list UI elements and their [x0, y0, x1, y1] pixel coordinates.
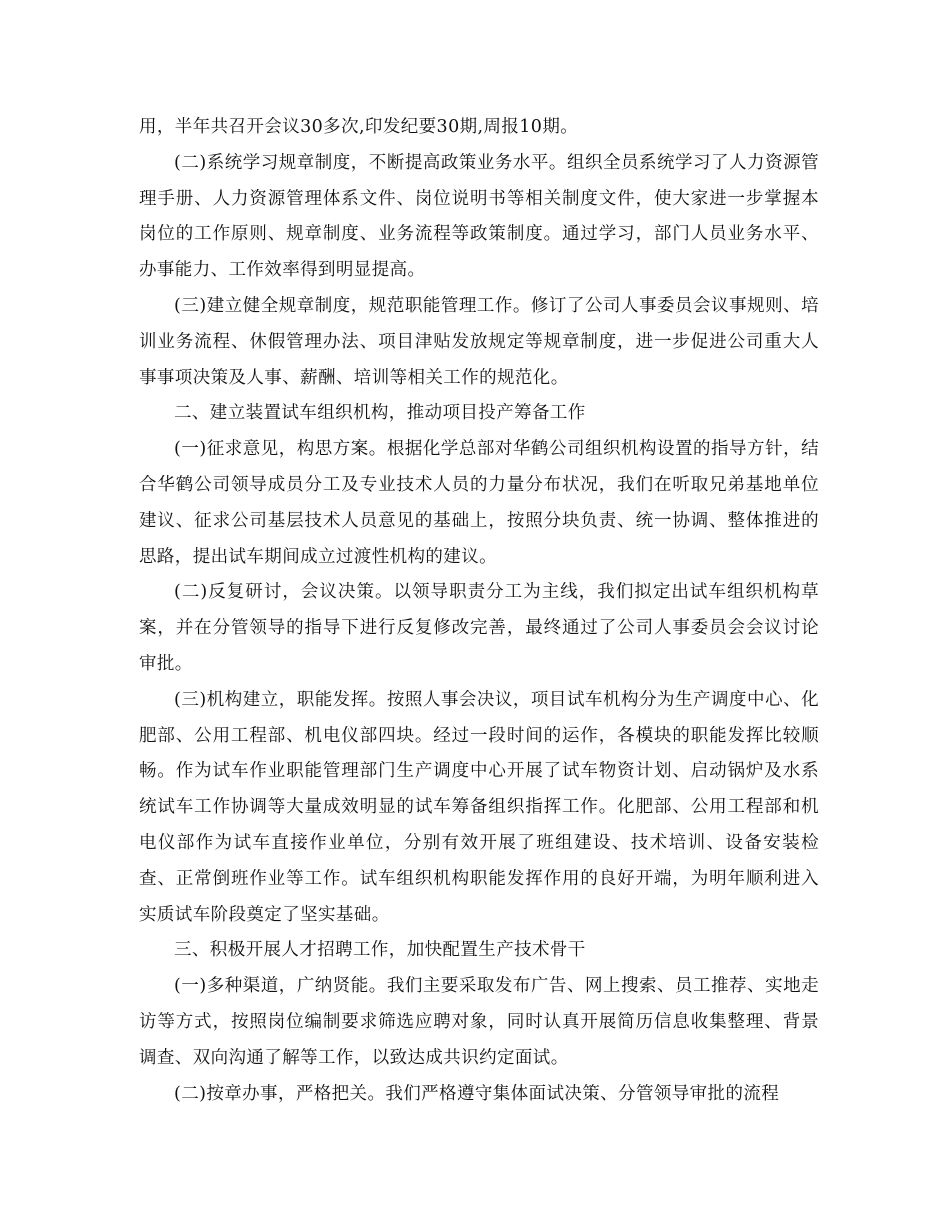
- paragraph-strict-review: (二)按章办事，严格把关。我们严格遵守集体面试决策、分管领导审批的流程: [174, 1083, 780, 1104]
- paragraph-organization-function: (三)机构建立，职能发挥。按照人事会决议，项目试车机构分为生产调度中心、化肥部、公用工程部、机电仪部四块。经过一段时间的运作，各模块的职能发挥比较顺畅。作为试车作业职能管理部门生产调度中心开展了试车物资计划、启动锅炉及水系统试车工作协调等大量成效明显的试车筹备组织指挥工作。化肥部、公用工程部和机电仪部作为试车直接作业单位，分别有效开展了班组建设、技术培训、设备安装检查、正常倒班作业等工作。试车组织机构职能发挥作用的良好开端，为明年顺利进入实质试车阶段奠定了坚实基础。: [139, 689, 819, 925]
- section-heading-3: 三、积极开展人才招聘工作，加快配置生产技术骨干: [174, 940, 586, 961]
- paragraph-recruit-channels: (一)多种渠道，广纳贤能。我们主要采取发布广告、网上搜索、员工推荐、实地走访等方式，按照岗位编制要求筛选应聘对象，同时认真开展简历信息收集整理、背景调查、双向沟通了解等工作，以致达成共识约定面试。: [139, 976, 819, 1068]
- section-heading-2: 二、建立装置试车组织机构，推动项目投产筹备工作: [174, 403, 586, 424]
- paragraph-solicit-opinions: (一)征求意见，构思方案。根据化学总部对华鹤公司组织机构设置的指导方针，结合华鹤公司领导成员分工及专业技术人员的力量分布状况，我们在听取兄弟基地单位建议、征求公司基层技术人员意见的基础上，按照分块负责、统一协调、整体推进的思路，提出试车期间成立过渡性机构的建议。: [139, 439, 819, 567]
- paragraph-meeting-decision: (二)反复研讨，会议决策。以领导职责分工为主线，我们拟定出试车组织机构草案，并在分管领导的指导下进行反复修改完善，最终通过了公司人事委员会会议讨论审批。: [139, 582, 819, 674]
- document-body: [139, 110, 819, 1112]
- paragraph-study-regulations: (二)系统学习规章制度，不断提高政策业务水平。组织全员系统学习了人力资源管理手册、人力资源管理体系文件、岗位说明书等相关制度文件，使大家进一步掌握本岗位的工作原则、规章制度、业务流程等政策制度。通过学习，部门人员业务水平、办事能力、工作效率得到明显提高。: [139, 152, 819, 281]
- paragraph-improve-regulations: (三)建立健全规章制度，规范职能管理工作。修订了公司人事委员会议事规则、培训业务流程、休假管理办法、项目津贴发放规定等规章制度，进一步促进公司重大人事事项决策及人事、薪酬、培训等相关工作的规范化。: [139, 295, 819, 388]
- paragraph-continuation: 用，半年共召开会议30多次,印发纪要30期,周报10期。: [139, 117, 579, 137]
